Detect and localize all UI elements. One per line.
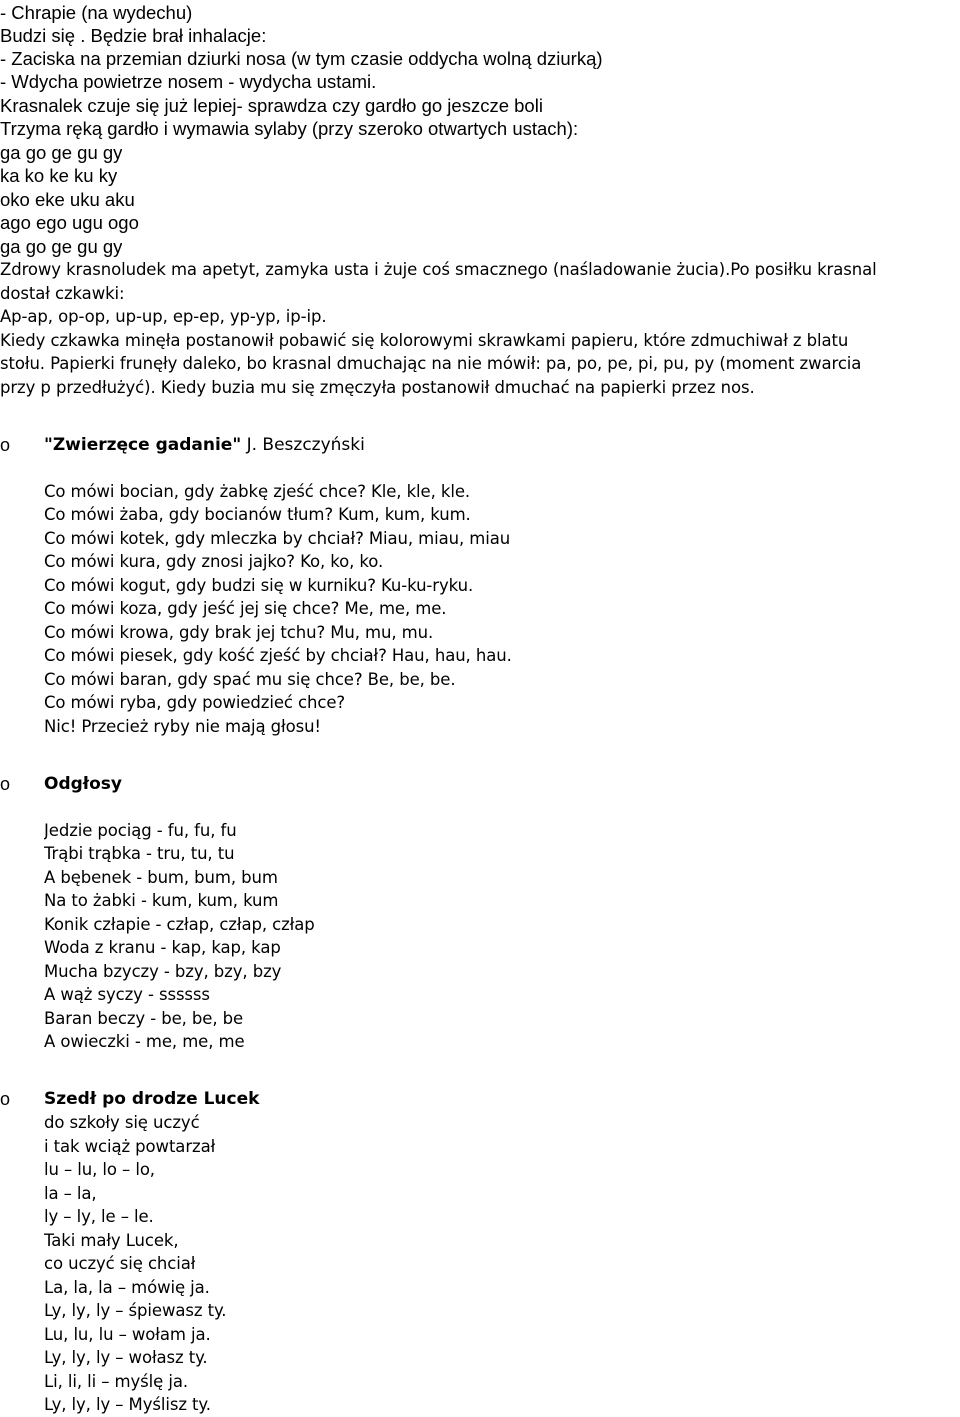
poem-line: Mucha bzyczy - bzy, bzy, bzy xyxy=(44,962,282,981)
paragraph-line: przy p przedłużyć). Kiedy buzia mu się zmęczyła postanowił dmuchać na papierki przez nos. xyxy=(0,378,755,397)
intro-line: - Zaciska na przemian dziurki nosa (w tym czasie oddycha wolną dziurką) xyxy=(0,48,603,69)
poem-line: Co mówi bocian, gdy żabkę zjeść chce? Kle, kle, kle. xyxy=(44,482,471,501)
intro-line: ka ko ke ku ky xyxy=(0,165,118,186)
paragraph-line: stołu. Papierki frunęły daleko, bo krasnal dmuchając na nie mówił: pa, po, pe, pi, pu, py (moment zwarcia xyxy=(0,354,862,373)
poem-line: Co mówi kura, gdy znosi jajko? Ko, ko, ko. xyxy=(44,552,384,571)
poem-line: lu – lu, lo – lo, xyxy=(44,1160,155,1179)
poem-line: Co mówi ryba, gdy powiedzieć chce? xyxy=(44,693,346,712)
paragraph-line: Kiedy czkawka minęła postanowił pobawić się kolorowymi skrawkami papieru, które zdmuchiwał z blatu xyxy=(0,331,849,350)
poem-line: Ly, ly, ly – Myślisz ty. xyxy=(44,1395,211,1414)
poem-line: Nic! Przecież ryby nie mają głosu! xyxy=(44,717,321,736)
section-title xyxy=(44,434,365,456)
poem-line: Li, li, li – myślę ja. xyxy=(44,1372,188,1391)
poem-line: Baran beczy - be, be, be xyxy=(44,1009,244,1028)
poem-line: la – la, xyxy=(44,1184,97,1203)
paragraph-line: Zdrowy krasnoludek ma apetyt, zamyka usta i żuje coś smacznego (naśladowanie żucia).Po posiłku krasnal xyxy=(0,260,877,279)
poem-line: La, la, la – mówię ja. xyxy=(44,1278,210,1297)
poem-line: Co mówi kogut, gdy budzi się w kurniku? Ku-ku-ryku. xyxy=(44,576,474,595)
poem-line: Co mówi żaba, gdy bocianów tłum? Kum, kum, kum. xyxy=(44,505,471,524)
poem-line: A bębenek - bum, bum, bum xyxy=(44,868,278,887)
poem-line: Ly, ly, ly – wołasz ty. xyxy=(44,1348,208,1367)
intro-line: oko eke uku aku xyxy=(0,189,135,210)
section-title-bold: "Zwierzęce gadanie" xyxy=(44,435,242,455)
poem-line: Ly, ly, ly – śpiewasz ty. xyxy=(44,1301,227,1320)
poem-line: Konik człapie - człap, człap, człap xyxy=(44,915,315,934)
section-title xyxy=(44,773,122,795)
section-title xyxy=(44,1088,259,1110)
poem-line: Co mówi kotek, gdy mleczka by chciał? Miau, miau, miau xyxy=(44,529,511,548)
poem-line: Trąbi trąbka - tru, tu, tu xyxy=(44,844,235,863)
intro-line: ga go ge gu gy xyxy=(0,236,123,257)
poem-line: co uczyć się chciał xyxy=(44,1254,196,1273)
intro-line: Trzyma ręką gardło i wymawia sylaby (przy szeroko otwartych ustach): xyxy=(0,118,579,139)
poem-line: Taki mały Lucek, xyxy=(44,1231,179,1250)
intro-line: - Chrapie (na wydechu) xyxy=(0,2,193,23)
poem-line: ly – ly, le – le. xyxy=(44,1207,154,1226)
poem-line: Lu, lu, lu – wołam ja. xyxy=(44,1325,211,1344)
poem-line: Co mówi koza, gdy jeść jej się chce? Me, me, me. xyxy=(44,599,447,618)
poem-line: A owieczki - me, me, me xyxy=(44,1032,245,1051)
list-bullet: o xyxy=(0,1089,11,1109)
poem-line: Woda z kranu - kap, kap, kap xyxy=(44,938,281,957)
intro-line: - Wdycha powietrze nosem - wydycha ustami. xyxy=(0,71,377,92)
intro-line: Krasnalek czuje się już lepiej- sprawdza czy gardło go jeszcze boli xyxy=(0,95,543,116)
poem-line: Co mówi piesek, gdy kość zjeść by chciał? Hau, hau, hau. xyxy=(44,646,512,665)
section-title-bold: Szedł po drodze Lucek xyxy=(44,1089,260,1109)
paragraph-line: Ap-ap, op-op, up-up, ep-ep, yp-yp, ip-ip. xyxy=(0,307,327,326)
poem-line: A wąż syczy - ssssss xyxy=(44,985,210,1004)
list-bullet: o xyxy=(0,435,11,455)
list-bullet: o xyxy=(0,774,11,794)
section-title-author: J. Beszczyński xyxy=(241,435,365,455)
poem-line: Co mówi baran, gdy spać mu się chce? Be, be, be. xyxy=(44,670,456,689)
intro-line: ga go ge gu gy xyxy=(0,142,123,163)
section-title-bold: Odgłosy xyxy=(44,774,122,794)
paragraph-line: dostał czkawki: xyxy=(0,284,125,303)
poem-line: Jedzie pociąg - fu, fu, fu xyxy=(44,821,237,840)
intro-line: ago ego ugu ogo xyxy=(0,212,139,233)
poem-line: Co mówi krowa, gdy brak jej tchu? Mu, mu, mu. xyxy=(44,623,434,642)
poem-line: Na to żabki - kum, kum, kum xyxy=(44,891,279,910)
intro-line: Budzi się . Będzie brał inhalacje: xyxy=(0,25,267,46)
poem-line: do szkoły się uczyć xyxy=(44,1113,200,1132)
poem-line: i tak wciąż powtarzał xyxy=(44,1137,216,1156)
